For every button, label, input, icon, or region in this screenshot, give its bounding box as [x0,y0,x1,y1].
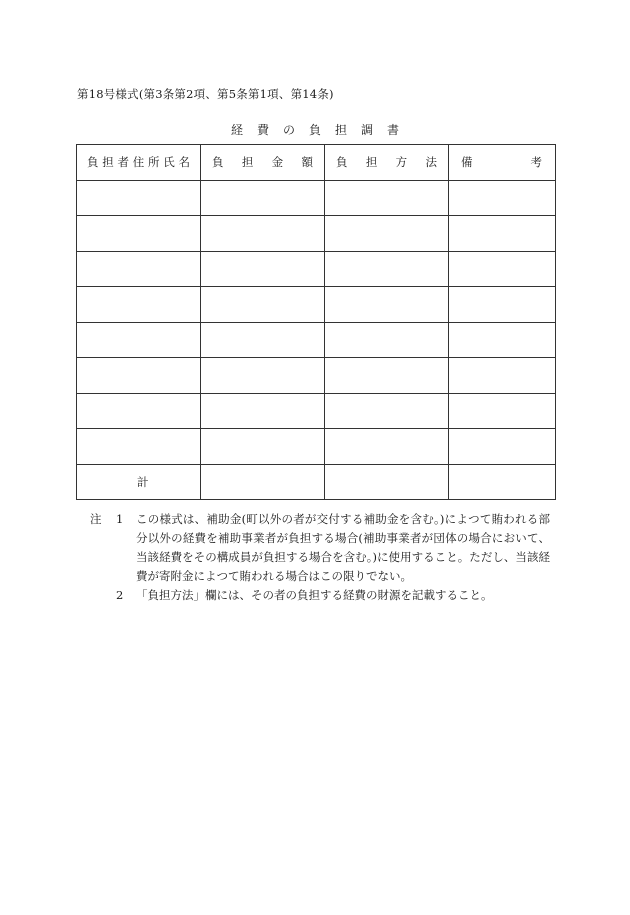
header-char: 担 [102,155,114,170]
payer-cell[interactable] [77,216,201,252]
header-char: 負 [336,155,348,170]
amount-cell[interactable] [201,393,325,429]
total-label: 計 [137,474,149,489]
payer-cell[interactable] [77,251,201,287]
header-char: 担 [365,155,378,170]
note-number: 2 [116,588,124,602]
remarks-cell[interactable] [449,393,556,429]
total-label-cell [77,464,201,500]
amount-cell[interactable] [201,180,325,216]
amount-cell[interactable] [201,322,325,358]
header-char: 金 [271,155,284,170]
note-item-2 [90,586,550,605]
header-char: 担 [241,155,254,170]
total-amount-cell[interactable] [201,464,325,500]
table-row [77,216,556,252]
payer-cell[interactable] [77,358,201,394]
header-char: 名 [178,155,190,170]
document-title: 経費の負担調書 [230,123,413,137]
header-char: 負 [212,155,224,170]
header-payer-address-name [77,145,201,181]
table-row [77,251,556,287]
method-cell[interactable] [325,251,449,287]
table-row [77,358,556,394]
header-chars [325,145,448,180]
remarks-cell[interactable] [449,251,556,287]
header-char: 所 [148,155,160,170]
note-text: この様式は、補助金(町以外の者が交付する補助金を含む。)によつて賄われる部分以外の経費を補助事業者が負担する場合(補助事業者が団体の場合において、当該経費をその構成員が負担する場合を含む。)に使用すること。ただし、当該経費が寄附金によつて賄われる場合はこの限りでない。 [136,512,550,583]
method-cell[interactable] [325,180,449,216]
header-char: 者 [117,155,129,170]
table-row [77,393,556,429]
header-remarks [449,145,556,181]
note-number: 1 [116,512,124,526]
table-row [77,287,556,323]
total-row [77,464,556,500]
remarks-cell[interactable] [449,429,556,465]
method-cell[interactable] [325,358,449,394]
amount-cell[interactable] [201,429,325,465]
amount-cell[interactable] [201,358,325,394]
remarks-cell[interactable] [449,322,556,358]
header-chars [77,145,200,180]
expense-burden-table [76,144,556,500]
table-header-row [77,145,556,181]
header-chars [201,145,324,180]
table-row [77,429,556,465]
remarks-cell[interactable] [449,180,556,216]
method-cell[interactable] [325,322,449,358]
table-row [77,322,556,358]
payer-cell[interactable] [77,287,201,323]
header-char: 氏 [163,155,175,170]
payer-cell[interactable] [77,429,201,465]
header-burden-amount [201,145,325,181]
header-char: 方 [395,155,408,170]
notes-label: 注 [90,512,102,526]
header-char: 法 [425,155,437,170]
method-cell[interactable] [325,216,449,252]
header-chars [449,145,555,180]
payer-cell[interactable] [77,322,201,358]
method-cell[interactable] [325,287,449,323]
remarks-cell[interactable] [449,216,556,252]
total-method-cell[interactable] [325,464,449,500]
remarks-cell[interactable] [449,287,556,323]
payer-cell[interactable] [77,180,201,216]
method-cell[interactable] [325,393,449,429]
header-char: 負 [87,155,99,170]
header-char: 額 [301,155,313,170]
amount-cell[interactable] [201,251,325,287]
method-cell[interactable] [325,429,449,465]
payer-cell[interactable] [77,393,201,429]
header-char: 備 [461,155,473,170]
amount-cell[interactable] [201,287,325,323]
header-char: 住 [132,155,145,170]
remarks-cell[interactable] [449,358,556,394]
header-burden-method [325,145,449,181]
total-remarks-cell[interactable] [449,464,556,500]
form-reference: 第18号様式(第3条第2項、第5条第1項、第14条) [77,87,334,101]
amount-cell[interactable] [201,216,325,252]
header-char: 考 [530,155,542,170]
note-text: 「負担方法」欄には、その者の負担する経費の財源を記載すること。 [136,588,493,602]
note-item-1 [90,510,550,586]
notes-section [90,510,550,605]
table-row [77,180,556,216]
